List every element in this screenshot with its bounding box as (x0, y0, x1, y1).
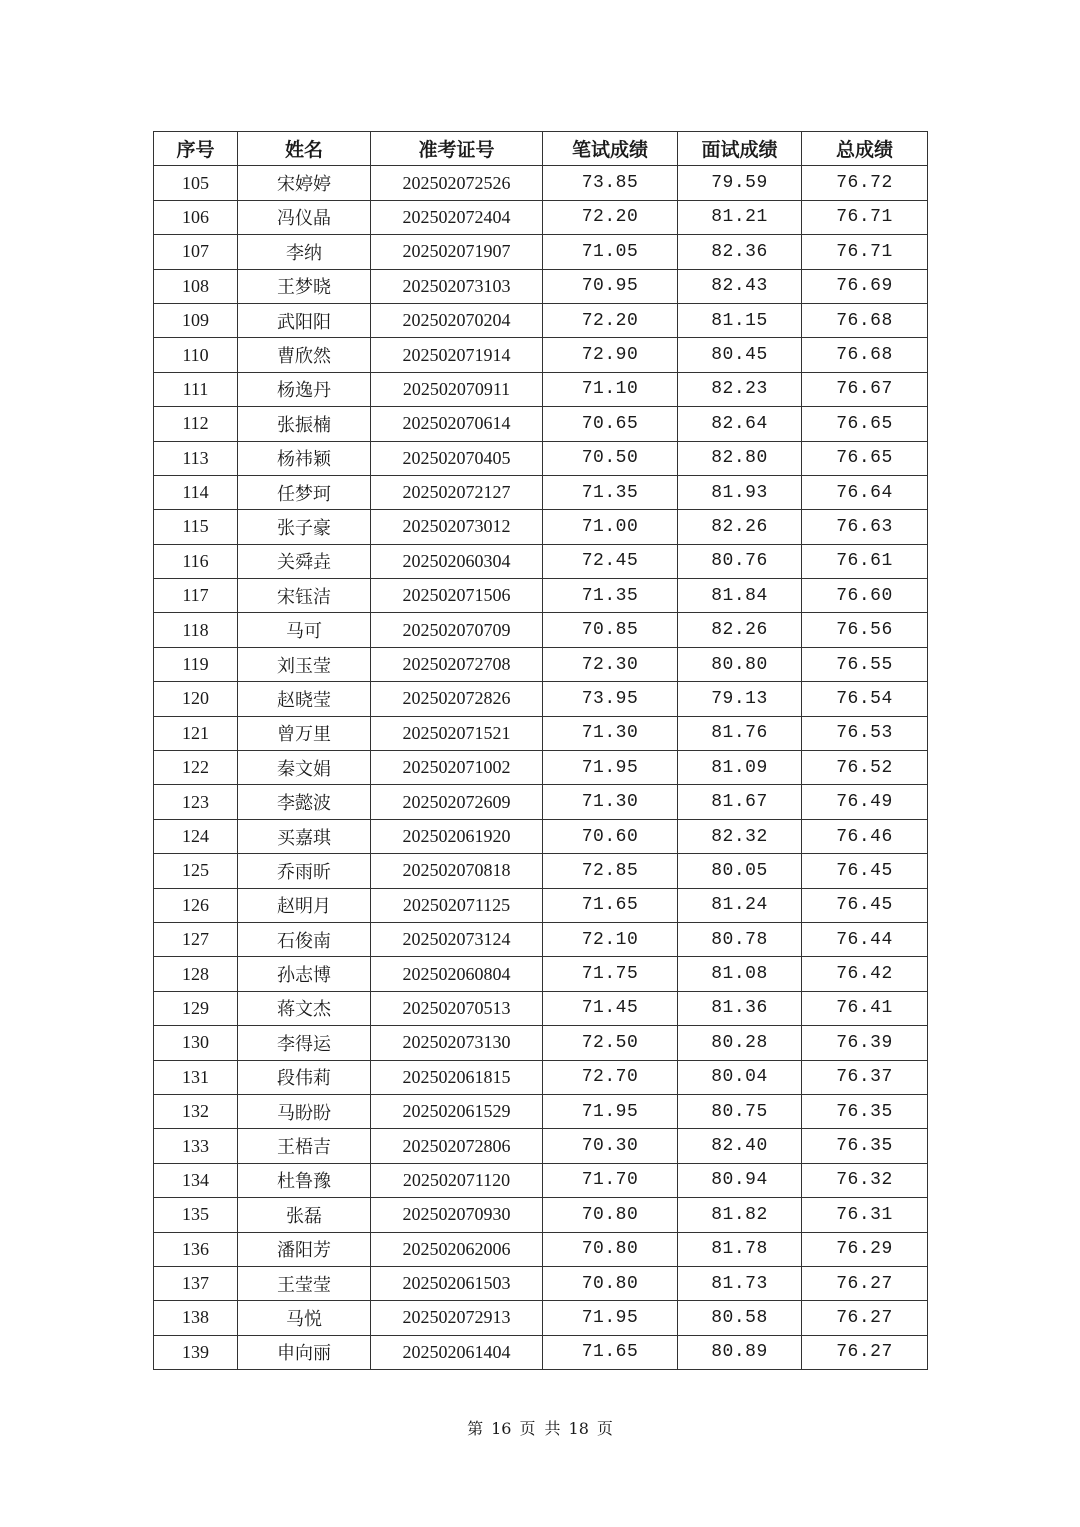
cell-name: 曾万里 (238, 716, 371, 750)
cell-ticket-number: 202502060804 (371, 957, 543, 991)
cell-ticket-number: 202502072806 (371, 1129, 543, 1163)
cell-ticket-number: 202502061529 (371, 1094, 543, 1128)
cell-ticket-number: 202502072127 (371, 475, 543, 509)
total-pages: 18 (568, 1419, 589, 1438)
cell-name: 买嘉琪 (238, 819, 371, 853)
cell-total-score: 76.32 (802, 1163, 928, 1197)
cell-interview-score: 82.23 (678, 372, 802, 406)
cell-name: 张磊 (238, 1198, 371, 1232)
cell-name: 王梧吉 (238, 1129, 371, 1163)
cell-written-score: 71.95 (543, 751, 678, 785)
cell-index: 127 (154, 922, 238, 956)
cell-interview-score: 82.43 (678, 269, 802, 303)
cell-index: 123 (154, 785, 238, 819)
cell-ticket-number: 202502072913 (371, 1301, 543, 1335)
cell-written-score: 70.60 (543, 819, 678, 853)
cell-index: 113 (154, 441, 238, 475)
cell-written-score: 73.95 (543, 682, 678, 716)
cell-written-score: 70.85 (543, 613, 678, 647)
cell-ticket-number: 202502072404 (371, 200, 543, 234)
cell-interview-score: 81.36 (678, 991, 802, 1025)
cell-index: 124 (154, 819, 238, 853)
cell-total-score: 76.35 (802, 1094, 928, 1128)
cell-ticket-number: 202502061404 (371, 1335, 543, 1369)
cell-index: 121 (154, 716, 238, 750)
cell-ticket-number: 202502070614 (371, 407, 543, 441)
cell-index: 134 (154, 1163, 238, 1197)
cell-total-score: 76.37 (802, 1060, 928, 1094)
cell-name: 蒋文杰 (238, 991, 371, 1025)
table-row (154, 269, 928, 303)
page-label-mid: 页 共 (519, 1419, 561, 1438)
cell-interview-score: 80.05 (678, 854, 802, 888)
cell-name: 张子豪 (238, 510, 371, 544)
cell-name: 杨祎颖 (238, 441, 371, 475)
table-row (154, 200, 928, 234)
cell-name: 孙志博 (238, 957, 371, 991)
cell-index: 128 (154, 957, 238, 991)
cell-interview-score: 81.93 (678, 475, 802, 509)
cell-written-score: 71.30 (543, 785, 678, 819)
cell-name: 乔雨昕 (238, 854, 371, 888)
table-row (154, 407, 928, 441)
table-row (154, 544, 928, 578)
cell-name: 王莹莹 (238, 1266, 371, 1300)
cell-ticket-number: 202502072708 (371, 647, 543, 681)
cell-total-score: 76.69 (802, 269, 928, 303)
cell-name: 杜鲁豫 (238, 1163, 371, 1197)
table-row (154, 1129, 928, 1163)
cell-index: 108 (154, 269, 238, 303)
cell-ticket-number: 202502071506 (371, 579, 543, 613)
cell-ticket-number: 202502061920 (371, 819, 543, 853)
score-table-header (154, 132, 928, 166)
table-row (154, 682, 928, 716)
cell-name: 段伟莉 (238, 1060, 371, 1094)
cell-written-score: 71.65 (543, 888, 678, 922)
cell-index: 114 (154, 475, 238, 509)
cell-written-score: 71.35 (543, 475, 678, 509)
cell-name: 宋婷婷 (238, 166, 371, 200)
cell-total-score: 76.64 (802, 475, 928, 509)
cell-index: 117 (154, 579, 238, 613)
cell-interview-score: 81.67 (678, 785, 802, 819)
cell-name: 马悦 (238, 1301, 371, 1335)
cell-ticket-number: 202502072609 (371, 785, 543, 819)
table-row (154, 957, 928, 991)
cell-total-score: 76.53 (802, 716, 928, 750)
cell-index: 122 (154, 751, 238, 785)
cell-ticket-number: 202502070513 (371, 991, 543, 1025)
cell-interview-score: 81.24 (678, 888, 802, 922)
cell-interview-score: 81.82 (678, 1198, 802, 1232)
cell-total-score: 76.49 (802, 785, 928, 819)
cell-ticket-number: 202502073130 (371, 1026, 543, 1060)
cell-total-score: 76.55 (802, 647, 928, 681)
cell-index: 112 (154, 407, 238, 441)
cell-interview-score: 81.08 (678, 957, 802, 991)
cell-ticket-number: 202502071120 (371, 1163, 543, 1197)
cell-interview-score: 81.09 (678, 751, 802, 785)
cell-name: 王梦晓 (238, 269, 371, 303)
cell-index: 130 (154, 1026, 238, 1060)
cell-written-score: 70.95 (543, 269, 678, 303)
cell-written-score: 70.65 (543, 407, 678, 441)
cell-interview-score: 81.15 (678, 303, 802, 337)
cell-total-score: 76.44 (802, 922, 928, 956)
cell-interview-score: 82.26 (678, 613, 802, 647)
cell-ticket-number: 202502070405 (371, 441, 543, 475)
cell-total-score: 76.61 (802, 544, 928, 578)
cell-name: 潘阳芳 (238, 1232, 371, 1266)
cell-index: 135 (154, 1198, 238, 1232)
cell-interview-score: 80.78 (678, 922, 802, 956)
cell-name: 赵明月 (238, 888, 371, 922)
cell-interview-score: 82.26 (678, 510, 802, 544)
table-row (154, 1301, 928, 1335)
cell-index: 115 (154, 510, 238, 544)
cell-name: 张振楠 (238, 407, 371, 441)
cell-written-score: 72.45 (543, 544, 678, 578)
cell-name: 冯仪晶 (238, 200, 371, 234)
cell-written-score: 72.20 (543, 200, 678, 234)
cell-written-score: 72.50 (543, 1026, 678, 1060)
cell-interview-score: 82.32 (678, 819, 802, 853)
cell-total-score: 76.46 (802, 819, 928, 853)
cell-interview-score: 80.94 (678, 1163, 802, 1197)
cell-interview-score: 82.64 (678, 407, 802, 441)
header-row (154, 132, 928, 166)
cell-written-score: 71.45 (543, 991, 678, 1025)
table-row (154, 1026, 928, 1060)
header-name: 姓名 (238, 132, 371, 166)
cell-written-score: 71.05 (543, 235, 678, 269)
cell-total-score: 76.67 (802, 372, 928, 406)
table-row (154, 854, 928, 888)
cell-total-score: 76.56 (802, 613, 928, 647)
cell-name: 赵晓莹 (238, 682, 371, 716)
cell-written-score: 71.35 (543, 579, 678, 613)
page-label-pre: 第 (467, 1419, 484, 1438)
cell-name: 石俊南 (238, 922, 371, 956)
table-row (154, 1266, 928, 1300)
cell-ticket-number: 202502073012 (371, 510, 543, 544)
cell-total-score: 76.60 (802, 579, 928, 613)
table-row (154, 785, 928, 819)
cell-written-score: 72.10 (543, 922, 678, 956)
cell-ticket-number: 202502060304 (371, 544, 543, 578)
table-row (154, 338, 928, 372)
cell-total-score: 76.63 (802, 510, 928, 544)
cell-name: 马盼盼 (238, 1094, 371, 1128)
cell-index: 111 (154, 372, 238, 406)
table-row (154, 888, 928, 922)
cell-written-score: 71.70 (543, 1163, 678, 1197)
cell-total-score: 76.68 (802, 303, 928, 337)
cell-interview-score: 80.04 (678, 1060, 802, 1094)
cell-ticket-number: 202502071125 (371, 888, 543, 922)
cell-ticket-number: 202502070930 (371, 1198, 543, 1232)
cell-index: 119 (154, 647, 238, 681)
table-row (154, 475, 928, 509)
cell-total-score: 76.65 (802, 407, 928, 441)
cell-ticket-number: 202502073124 (371, 922, 543, 956)
cell-ticket-number: 202502071914 (371, 338, 543, 372)
cell-index: 129 (154, 991, 238, 1025)
page-footer (0, 1416, 1080, 1439)
cell-interview-score: 80.58 (678, 1301, 802, 1335)
cell-index: 110 (154, 338, 238, 372)
table-row (154, 1163, 928, 1197)
cell-ticket-number: 202502070911 (371, 372, 543, 406)
score-table-body (154, 166, 928, 1370)
cell-index: 136 (154, 1232, 238, 1266)
cell-total-score: 76.45 (802, 854, 928, 888)
cell-ticket-number: 202502061503 (371, 1266, 543, 1300)
cell-written-score: 71.00 (543, 510, 678, 544)
cell-total-score: 76.29 (802, 1232, 928, 1266)
cell-interview-score: 80.80 (678, 647, 802, 681)
cell-ticket-number: 202502072526 (371, 166, 543, 200)
cell-written-score: 72.85 (543, 854, 678, 888)
cell-total-score: 76.31 (802, 1198, 928, 1232)
cell-ticket-number: 202502070204 (371, 303, 543, 337)
table-row (154, 751, 928, 785)
cell-interview-score: 82.40 (678, 1129, 802, 1163)
cell-total-score: 76.35 (802, 1129, 928, 1163)
table-row (154, 1060, 928, 1094)
cell-name: 任梦珂 (238, 475, 371, 509)
table-row (154, 579, 928, 613)
cell-index: 118 (154, 613, 238, 647)
cell-interview-score: 80.28 (678, 1026, 802, 1060)
score-table (153, 131, 928, 1370)
cell-total-score: 76.54 (802, 682, 928, 716)
header-interview-score: 面试成绩 (678, 132, 802, 166)
cell-total-score: 76.65 (802, 441, 928, 475)
cell-total-score: 76.41 (802, 991, 928, 1025)
cell-written-score: 71.10 (543, 372, 678, 406)
cell-index: 126 (154, 888, 238, 922)
table-row (154, 716, 928, 750)
cell-written-score: 71.65 (543, 1335, 678, 1369)
cell-index: 105 (154, 166, 238, 200)
cell-interview-score: 80.76 (678, 544, 802, 578)
cell-name: 关舜垚 (238, 544, 371, 578)
table-row (154, 303, 928, 337)
cell-index: 133 (154, 1129, 238, 1163)
cell-written-score: 70.30 (543, 1129, 678, 1163)
cell-written-score: 71.95 (543, 1094, 678, 1128)
cell-name: 武阳阳 (238, 303, 371, 337)
table-row (154, 235, 928, 269)
cell-index: 138 (154, 1301, 238, 1335)
cell-written-score: 72.70 (543, 1060, 678, 1094)
cell-total-score: 76.39 (802, 1026, 928, 1060)
cell-interview-score: 81.84 (678, 579, 802, 613)
table-row (154, 613, 928, 647)
cell-ticket-number: 202502072826 (371, 682, 543, 716)
cell-written-score: 70.80 (543, 1198, 678, 1232)
cell-interview-score: 81.76 (678, 716, 802, 750)
cell-written-score: 71.95 (543, 1301, 678, 1335)
cell-interview-score: 81.21 (678, 200, 802, 234)
table-row (154, 647, 928, 681)
cell-index: 131 (154, 1060, 238, 1094)
table-row (154, 1094, 928, 1128)
table-row (154, 1198, 928, 1232)
cell-ticket-number: 202502061815 (371, 1060, 543, 1094)
cell-total-score: 76.71 (802, 235, 928, 269)
cell-index: 120 (154, 682, 238, 716)
header-ticket-number: 准考证号 (371, 132, 543, 166)
cell-index: 125 (154, 854, 238, 888)
cell-ticket-number: 202502070709 (371, 613, 543, 647)
table-row (154, 441, 928, 475)
cell-name: 李得运 (238, 1026, 371, 1060)
cell-written-score: 71.30 (543, 716, 678, 750)
cell-written-score: 71.75 (543, 957, 678, 991)
cell-total-score: 76.52 (802, 751, 928, 785)
cell-index: 106 (154, 200, 238, 234)
cell-index: 116 (154, 544, 238, 578)
cell-name: 马可 (238, 613, 371, 647)
table-row (154, 819, 928, 853)
cell-index: 109 (154, 303, 238, 337)
cell-ticket-number: 202502062006 (371, 1232, 543, 1266)
page-label-post: 页 (596, 1419, 613, 1438)
table-row (154, 1335, 928, 1369)
cell-total-score: 76.27 (802, 1335, 928, 1369)
cell-total-score: 76.27 (802, 1266, 928, 1300)
cell-total-score: 76.68 (802, 338, 928, 372)
cell-interview-score: 80.75 (678, 1094, 802, 1128)
cell-total-score: 76.45 (802, 888, 928, 922)
cell-index: 137 (154, 1266, 238, 1300)
cell-name: 李懿波 (238, 785, 371, 819)
cell-written-score: 73.85 (543, 166, 678, 200)
cell-written-score: 70.50 (543, 441, 678, 475)
cell-interview-score: 80.89 (678, 1335, 802, 1369)
header-total-score: 总成绩 (802, 132, 928, 166)
cell-index: 107 (154, 235, 238, 269)
cell-name: 曹欣然 (238, 338, 371, 372)
cell-name: 秦文娟 (238, 751, 371, 785)
cell-name: 杨逸丹 (238, 372, 371, 406)
cell-total-score: 76.72 (802, 166, 928, 200)
cell-interview-score: 79.13 (678, 682, 802, 716)
header-written-score: 笔试成绩 (543, 132, 678, 166)
cell-written-score: 70.80 (543, 1232, 678, 1266)
table-row (154, 922, 928, 956)
table-row (154, 372, 928, 406)
cell-ticket-number: 202502073103 (371, 269, 543, 303)
cell-index: 139 (154, 1335, 238, 1369)
cell-written-score: 72.20 (543, 303, 678, 337)
table-row (154, 1232, 928, 1266)
table-row (154, 166, 928, 200)
cell-ticket-number: 202502070818 (371, 854, 543, 888)
cell-interview-score: 79.59 (678, 166, 802, 200)
cell-interview-score: 81.78 (678, 1232, 802, 1266)
cell-ticket-number: 202502071907 (371, 235, 543, 269)
cell-interview-score: 81.73 (678, 1266, 802, 1300)
cell-ticket-number: 202502071521 (371, 716, 543, 750)
current-page: 16 (491, 1419, 512, 1438)
cell-name: 申向丽 (238, 1335, 371, 1369)
cell-total-score: 76.71 (802, 200, 928, 234)
cell-written-score: 72.90 (543, 338, 678, 372)
cell-ticket-number: 202502071002 (371, 751, 543, 785)
cell-name: 刘玉莹 (238, 647, 371, 681)
cell-name: 李纳 (238, 235, 371, 269)
cell-interview-score: 82.80 (678, 441, 802, 475)
table-row (154, 991, 928, 1025)
cell-total-score: 76.27 (802, 1301, 928, 1335)
cell-interview-score: 82.36 (678, 235, 802, 269)
cell-total-score: 76.42 (802, 957, 928, 991)
cell-name: 宋钰洁 (238, 579, 371, 613)
cell-index: 132 (154, 1094, 238, 1128)
table-row (154, 510, 928, 544)
cell-written-score: 72.30 (543, 647, 678, 681)
cell-interview-score: 80.45 (678, 338, 802, 372)
header-index: 序号 (154, 132, 238, 166)
cell-written-score: 70.80 (543, 1266, 678, 1300)
